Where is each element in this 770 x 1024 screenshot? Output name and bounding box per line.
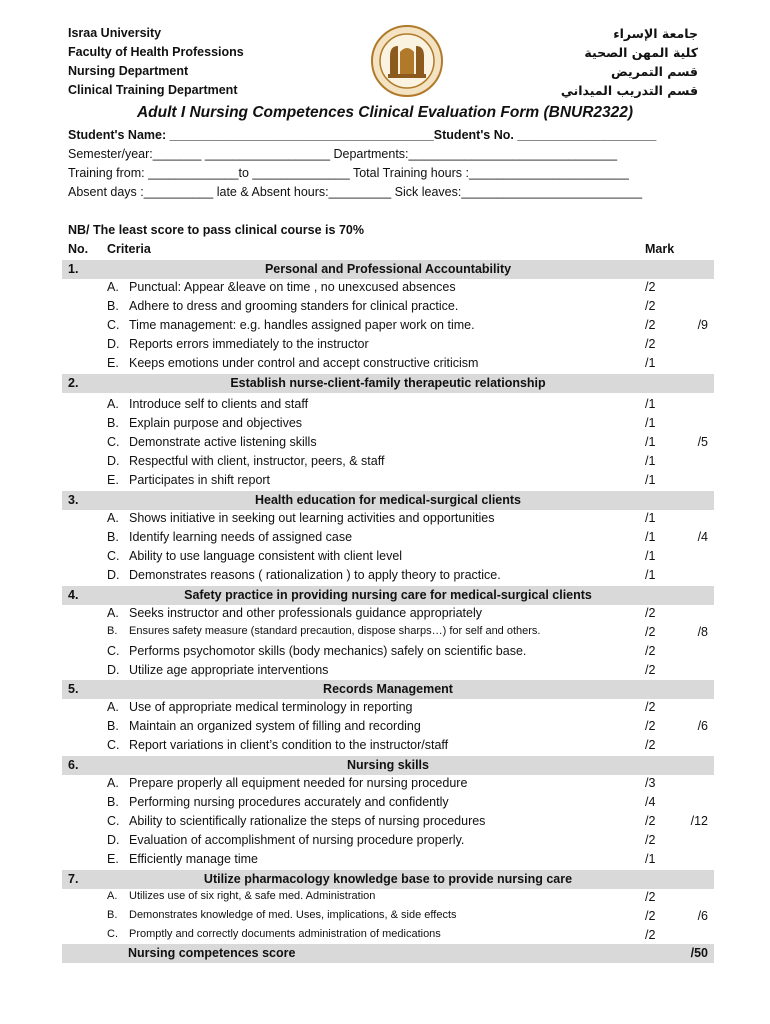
section-header	[62, 756, 714, 775]
section-number: 1.	[68, 262, 79, 276]
section-header	[62, 680, 714, 699]
criterion-mark-field[interactable]: /1	[645, 568, 656, 582]
criterion-text: Time management: e.g. handles assigned paper work on time.	[129, 318, 475, 332]
criterion-row	[107, 663, 328, 677]
criterion-letter: B.	[107, 719, 119, 733]
criterion-text: Maintain an organized system of filling and recording	[129, 719, 421, 733]
section-header	[62, 260, 714, 279]
criterion-text: Prepare properly all equipment needed for nursing procedure	[129, 776, 468, 790]
training-department-name: Clinical Training Department	[68, 83, 238, 97]
criterion-letter: A.	[107, 890, 118, 902]
section-total-field[interactable]: /4	[697, 530, 708, 544]
criterion-row	[107, 356, 478, 370]
section-title: Utilize pharmacology knowledge base to provide nursing care	[203, 872, 573, 886]
criterion-row	[107, 795, 449, 809]
criterion-mark-field[interactable]: /2	[645, 890, 656, 904]
criterion-mark-field[interactable]: /2	[645, 719, 656, 733]
criterion-mark-field[interactable]: /1	[645, 852, 656, 866]
university-logo	[370, 24, 444, 98]
semester-department-line[interactable]: Semester/year:_______ __________________ Departments:______________________________	[68, 147, 618, 161]
training-dates-line[interactable]: Training from: _____________to ______________ Total Training hours :_______________________	[68, 166, 629, 180]
criterion-text: Ensures safety measure (standard precaution, dispose sharps…) for self and others.	[129, 625, 541, 637]
criterion-letter: D.	[107, 833, 120, 847]
criterion-letter: C.	[107, 738, 120, 752]
criterion-letter: B.	[107, 909, 118, 921]
criterion-letter: A.	[107, 397, 119, 411]
criterion-row	[107, 299, 458, 313]
criterion-letter: E.	[107, 473, 119, 487]
criterion-row	[107, 776, 467, 790]
student-name-line[interactable]	[68, 128, 656, 142]
criterion-text: Utilizes use of six right, & safe med. Administration	[129, 890, 376, 902]
criterion-mark-field[interactable]: /1	[645, 530, 656, 544]
criterion-text: Report variations in client’s condition to the instructor/staff	[129, 738, 449, 752]
criterion-mark-field[interactable]: /3	[645, 776, 656, 790]
criterion-mark-field[interactable]: /2	[645, 606, 656, 620]
criterion-text: Respectful with client, instructor, peers, & staff	[129, 454, 385, 468]
section-title: Personal and Professional Accountability	[264, 262, 512, 276]
criterion-row	[107, 625, 541, 637]
criterion-letter: A.	[107, 700, 119, 714]
criterion-row	[107, 833, 464, 847]
section-total-field[interactable]: /12	[690, 814, 708, 828]
criterion-row	[107, 337, 369, 351]
section-header	[62, 491, 714, 510]
criterion-text: Shows initiative in seeking out learning activities and opportunities	[129, 511, 495, 525]
criterion-mark-field[interactable]: /4	[645, 795, 656, 809]
criterion-row	[107, 719, 421, 733]
criterion-text: Demonstrates reasons ( rationalization ) to apply theory to practice.	[129, 568, 501, 582]
criterion-letter: C.	[107, 549, 120, 563]
criterion-mark-field[interactable]: /2	[645, 738, 656, 752]
section-number: 2.	[68, 376, 79, 390]
criterion-letter: D.	[107, 568, 120, 582]
faculty-name-arabic: كلية المهن الصحية	[584, 45, 698, 60]
criterion-text: Use of appropriate medical terminology in reporting	[129, 700, 413, 714]
section-total-field[interactable]: /9	[697, 318, 708, 332]
criterion-letter: A.	[107, 280, 119, 294]
criterion-mark-field[interactable]: /2	[645, 814, 656, 828]
faculty-name: Faculty of Health Professions	[68, 45, 244, 59]
criterion-letter: B.	[107, 625, 118, 637]
criterion-row	[107, 280, 456, 294]
criterion-mark-field[interactable]: /2	[645, 700, 656, 714]
criterion-mark-field[interactable]: /1	[645, 356, 656, 370]
column-header-mark: Mark	[645, 242, 675, 256]
criterion-row	[107, 473, 270, 487]
criterion-letter: C.	[107, 435, 120, 449]
criterion-letter: A.	[107, 776, 119, 790]
criterion-letter: B.	[107, 530, 119, 544]
criterion-letter: B.	[107, 795, 119, 809]
criterion-text: Promptly and correctly documents administration of medications	[129, 928, 441, 940]
criterion-text: Punctual: Appear &leave on time , no unexcused absences	[129, 280, 456, 294]
criterion-mark-field[interactable]: /1	[645, 511, 656, 525]
criterion-text: Demonstrates knowledge of med. Uses, implications, & side effects	[129, 909, 457, 921]
criterion-row	[107, 568, 501, 582]
criterion-text: Utilize age appropriate interventions	[129, 663, 329, 677]
section-number: 3.	[68, 493, 79, 507]
criterion-text: Explain purpose and objectives	[129, 416, 303, 430]
criterion-text: Efficiently manage time	[129, 852, 258, 866]
criterion-text: Participates in shift report	[129, 473, 271, 487]
section-title: Nursing skills	[347, 758, 429, 772]
criterion-text: Performs psychomotor skills (body mechanics) safely on scientific base.	[129, 644, 527, 658]
criterion-letter: C.	[107, 318, 120, 332]
criterion-mark-field[interactable]: /1	[645, 473, 656, 487]
criterion-row	[107, 530, 352, 544]
criterion-letter: E.	[107, 356, 119, 370]
criterion-mark-field[interactable]: /2	[645, 663, 656, 677]
criterion-letter: D.	[107, 663, 120, 677]
criterion-mark-field[interactable]: /2	[645, 833, 656, 847]
training-department-name-arabic: قسم التدريب الميداني	[560, 83, 698, 98]
criterion-letter: B.	[107, 299, 119, 313]
criterion-mark-field[interactable]: /2	[645, 909, 656, 923]
section-header	[62, 374, 714, 393]
criterion-text: Performing nursing procedures accurately and confidently	[129, 795, 449, 809]
criterion-mark-field[interactable]: /1	[645, 454, 656, 468]
criterion-row	[107, 928, 441, 940]
criterion-text: Ability to use language consistent with client level	[129, 549, 403, 563]
section-title: Records Management	[323, 682, 453, 696]
university-header-english	[68, 24, 244, 100]
criterion-mark-field[interactable]: /2	[645, 299, 656, 313]
criterion-letter: C.	[107, 814, 120, 828]
university-header-arabic	[561, 24, 698, 100]
criterion-row	[107, 606, 482, 620]
criterion-mark-field[interactable]: /2	[645, 280, 656, 294]
section-total-field[interactable]: /5	[697, 435, 708, 449]
criterion-mark-field[interactable]: /2	[645, 318, 656, 332]
criterion-row	[107, 511, 495, 525]
criterion-mark-field[interactable]: /1	[645, 549, 656, 563]
criterion-text: Evaluation of accomplishment of nursing procedure properly.	[129, 833, 465, 847]
criterion-row	[107, 814, 485, 828]
criterion-row	[107, 397, 308, 411]
criterion-letter: C.	[107, 928, 118, 940]
criterion-row	[107, 909, 457, 921]
student-number-field[interactable]: ____________________	[517, 128, 657, 142]
total-score-bar	[62, 944, 714, 963]
total-score-value: /50	[690, 946, 708, 960]
university-name-arabic: جامعة الإسراء	[613, 26, 698, 41]
criterion-row	[107, 318, 475, 332]
criterion-row	[107, 454, 384, 468]
section-total-field[interactable]: /6	[697, 719, 708, 733]
form-title: Adult I Nursing Competences Clinical Evaluation Form (BNUR2322)	[136, 104, 634, 121]
student-name-field[interactable]: ______________________________________	[169, 128, 434, 142]
criterion-row	[107, 644, 526, 658]
criterion-letter: A.	[107, 606, 119, 620]
criterion-text: Adhere to dress and grooming standers for clinical practice.	[129, 299, 459, 313]
absence-line[interactable]: Absent days :__________ late & Absent hours:_________ Sick leaves:__________________________	[68, 185, 643, 199]
section-number: 4.	[68, 588, 79, 602]
criterion-row	[107, 890, 375, 902]
criterion-mark-field[interactable]: /2	[645, 337, 656, 351]
total-score-label: Nursing competences score	[128, 946, 296, 960]
section-title: Safety practice in providing nursing care for medical-surgical clients	[184, 588, 592, 602]
criterion-row	[107, 435, 317, 449]
criterion-mark-field[interactable]: /2	[645, 644, 656, 658]
criterion-mark-field[interactable]: /2	[645, 625, 656, 639]
criterion-text: Seeks instructor and other professionals guidance appropriately	[129, 606, 482, 620]
section-number: 6.	[68, 758, 79, 772]
criterion-letter: C.	[107, 644, 120, 658]
section-title: Establish nurse-client-family therapeutic relationship	[230, 376, 546, 390]
criterion-mark-field[interactable]: /1	[645, 435, 656, 449]
criterion-letter: A.	[107, 511, 119, 525]
criterion-letter: D.	[107, 337, 120, 351]
section-header	[62, 586, 714, 605]
section-title: Health education for medical-surgical clients	[254, 493, 522, 507]
section-total-field[interactable]: /8	[697, 625, 708, 639]
criterion-letter: D.	[107, 454, 120, 468]
criterion-mark-field[interactable]: /1	[645, 416, 656, 430]
department-name-arabic: قسم التمريض	[610, 64, 698, 79]
criterion-letter: B.	[107, 416, 119, 430]
university-name: Israa University	[68, 26, 162, 40]
criterion-text: Identify learning needs of assigned case	[129, 530, 353, 544]
section-number: 7.	[68, 872, 79, 886]
criterion-mark-field[interactable]: /1	[645, 397, 656, 411]
section-header	[62, 870, 714, 889]
criterion-row	[107, 549, 402, 563]
criterion-row	[107, 852, 258, 866]
criterion-text: Keeps emotions under control and accept constructive criticism	[129, 356, 479, 370]
column-header-criteria: Criteria	[107, 242, 151, 256]
criterion-row	[107, 700, 412, 714]
criterion-text: Reports errors immediately to the instructor	[129, 337, 369, 351]
student-number-label: Student's No.	[433, 128, 518, 142]
column-header-no: No.	[68, 242, 89, 256]
criterion-row	[107, 738, 448, 752]
criterion-text: Ability to scientifically rationalize the steps of nursing procedures	[129, 814, 486, 828]
department-name: Nursing Department	[68, 64, 189, 78]
criterion-letter: E.	[107, 852, 119, 866]
section-total-field[interactable]: /6	[697, 909, 708, 923]
student-name-label: Student's Name:	[68, 128, 170, 142]
criterion-text: Introduce self to clients and staff	[129, 397, 309, 411]
criterion-row	[107, 416, 302, 430]
pass-score-note: NB/ The least score to pass clinical course is 70%	[68, 223, 364, 237]
criterion-text: Demonstrate active listening skills	[129, 435, 317, 449]
criterion-mark-field[interactable]: /2	[645, 928, 656, 942]
section-number: 5.	[68, 682, 79, 696]
